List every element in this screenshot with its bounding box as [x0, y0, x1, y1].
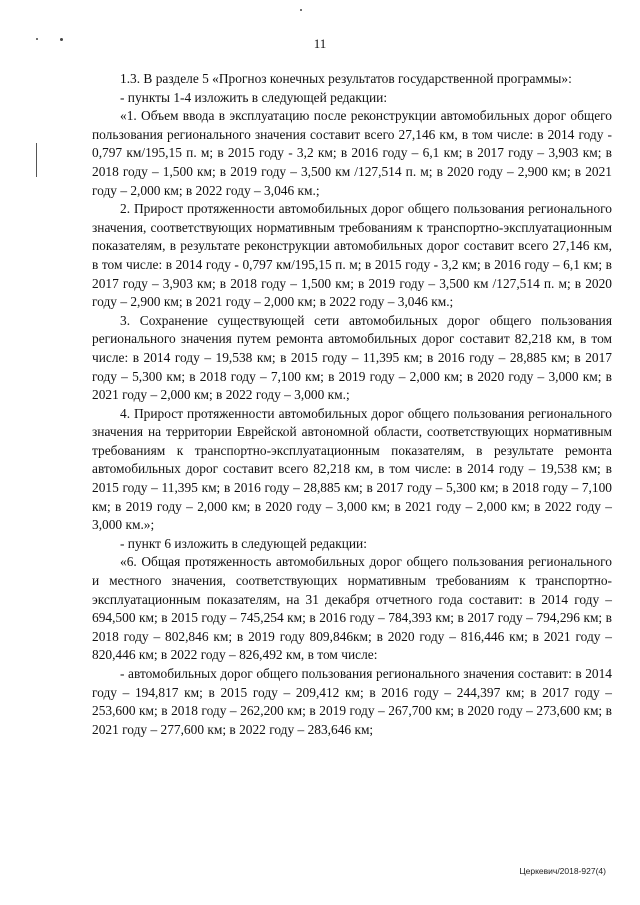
paragraph-section-heading: 1.3. В разделе 5 «Прогноз конечных результатов государственной программы»: [120, 71, 572, 86]
paragraph-subitem: - автомобильных дорог общего пользования регионального значения составит: в 2014 году – 194,817 км; в 2015 году – 209,412 км; в 2016 году – 244,397 км; в 2017 году – 253,600 км; в 2018 году – 262,200 км; в 2019 году – 267,700 км; в 2020 году – 273,600 км; в 2021 году – 277,600 км; в 2022 году – 283,646 км; [92, 666, 612, 737]
scan-mark [300, 9, 302, 11]
document-body [92, 70, 612, 739]
paragraph-instruction: - пункт 6 изложить в следующей редакции: [120, 535, 367, 551]
page-number: 11 [313, 36, 327, 51]
paragraph-item-4: 4. Прирост протяженности автомобильных дорог общего пользования регионального значения на территории Еврейской автономной области, соответствующих нормативным требованиям к транспортно-эксплуатационным показателям, в результате ремонта автомобильных дорог составит всего 82,218 км, в том числе: в 2014 году – 19,538 км; в 2015 году – 11,395 км; в 2016 году – 28,885 км; в 2017 году – 5,300 км; в 2018 году – 7,100 км; в 2019 году – 2,000 км; в 2020 году – 3,000 км; в 2021 году – 2,000 км; в 2022 году – 3,000 км.»; [92, 405, 612, 533]
paragraph-instruction: - пункты 1-4 изложить в следующей редакции: [120, 89, 388, 105]
paragraph-item-2: 2. Прирост протяженности автомобильных дорог общего пользования регионального значения, соответствующих нормативным требованиям к транспортно-эксплуатационным показателям, в результате реконструкции автомобильных дорог составит всего 27,146 км, в том числе: в 2014 году - 0,797 км/195,15 п. м; в 2015 году - 3,2 км; в 2016 году – 6,1 км; в 2017 году – 3,903 км; в 2018 году – 1,500 км; в 2019 году – 3,500 км /127,514 п. м; в 2020 году – 2,900 км; в 2021 году – 2,000 км; в 2022 году – 3,046 км.; [92, 201, 612, 310]
paragraph-item-6: «6. Общая протяженность автомобильных дорог общего пользования регионального и местного значения, соответствующих нормативным требованиям к транспортно-эксплуатационным показателям, на 31 декабря отчетного года составит: в 2014 году – 694,500 км; в 2015 году – 745,254 км; в 2016 году – 784,393 км; в 2017 году – 794,296 км; в 2018 году – 802,846 км; в 2019 году 809,846км; в 2020 году – 816,446 км; в 2021 году – 820,446 км; в 2022 году – 826,492 км, в том числе: [92, 554, 612, 663]
paragraph-item-1: «1. Объем ввода в эксплуатацию после реконструкции автомобильных дорог общего пользования регионального значения составит всего 27,146 км, в том числе: в 2014 году - 0,797 км/195,15 п. м; в 2015 году - 3,2 км; в 2016 году – 6,1 км; в 2017 году – 3,903 км; в 2018 году – 1,500 км; в 2019 году – 3,500 км /127,514 п. м; в 2020 году – 2,900 км; в 2021 году – 2,000 км; в 2022 году – 3,046 км.; [92, 108, 612, 198]
paragraph-item-3: 3. Сохранение существующей сети автомобильных дорог общего пользования регионального значения путем ремонта автомобильных дорог составит 82,218 км, в том числе: в 2014 году – 19,538 км; в 2015 году – 11,395 км; в 2016 году – 28,885 км; в 2017 году – 5,300 км; в 2018 году – 7,100 км; в 2019 году – 2,000 км; в 2020 году – 3,000 км; в 2021 году – 2,000 км; в 2022 году – 3,000 км.; [92, 312, 612, 403]
footer-document-code: Церкевич/2018-927(4) [519, 866, 606, 876]
scan-mark [36, 143, 37, 177]
